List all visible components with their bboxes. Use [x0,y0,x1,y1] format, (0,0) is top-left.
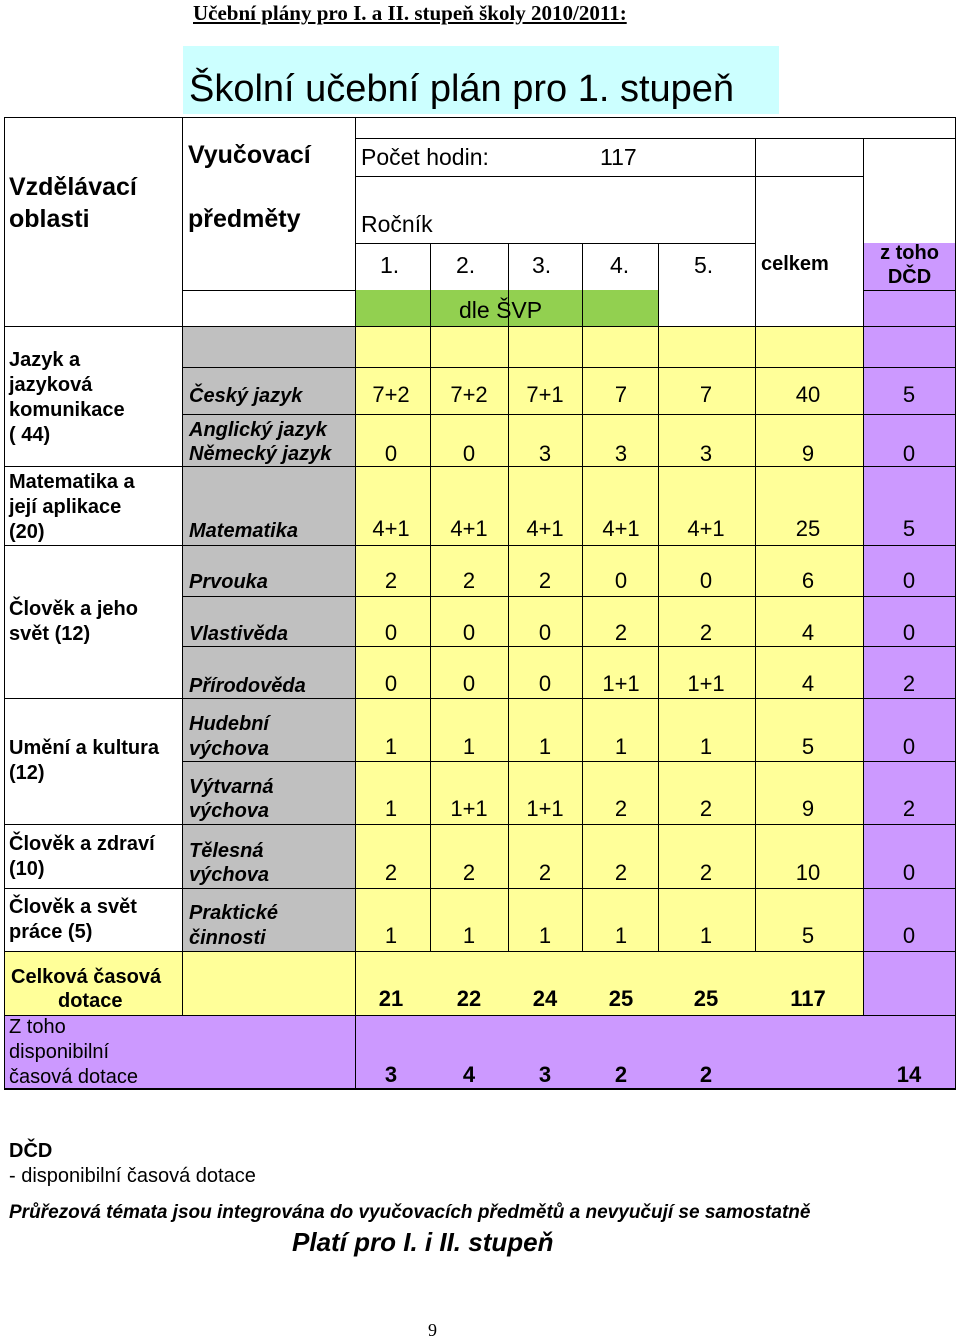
table-cell: 0 [902,441,916,466]
table-cell: 0 [462,671,476,696]
subject-col-header-line1: Vyučovací [188,141,311,169]
note-themes: Průřezová témata jsou integrována do vyučovacích předmětů a nevyučují se samostatně [9,1202,811,1223]
table-cell: 25 [795,516,821,541]
table-cell: 1+1 [602,671,640,696]
subject-col-header-line2: předměty [188,205,301,233]
table-cell: 5 [801,734,815,759]
table-cell: 2 [902,796,916,821]
dcd-col-header-line1: z toho [880,242,939,264]
table-cell: 1 [384,923,398,948]
table-cell: 3 [614,441,628,466]
table-cell: 1 [462,923,476,948]
table-cell: 4 [801,671,815,696]
grade-label: Ročník [361,211,433,237]
note-valid: Platí pro I. i II. stupeň [292,1227,554,1257]
table-cell: 0 [902,568,916,593]
table-cell: 4+1 [450,516,488,541]
grade-2: 2. [456,252,476,278]
table-cell: 0 [902,620,916,645]
table-cell: 4+1 [602,516,640,541]
page-heading: Učební plány pro I. a II. stupeň školy 2010/2011: [193,1,627,25]
table-cell: 7 [699,382,713,407]
subject-name: Tělesná [189,840,264,862]
table-cell: 1 [699,734,713,759]
table-cell: 0 [538,620,552,645]
subject-name: Vlastivěda [189,623,288,645]
table-cell: 1 [614,734,628,759]
subject-name: Anglický jazyk [189,419,327,441]
subject-name: Výtvarná [189,776,274,798]
subject-name: Hudební [189,713,269,735]
table-cell: 1 [699,923,713,948]
subject-name: Německý jazyk [189,443,332,465]
table-cell: 7+2 [372,382,410,407]
total-cell: 22 [456,986,482,1011]
hours-value: 117 [600,144,637,170]
plan-title: Školní učební plán pro 1. stupeň [189,68,735,110]
total-cell: 25 [608,986,634,1011]
table-cell: 2 [614,860,628,885]
grade-5: 5. [694,252,714,278]
table-cell: 0 [462,441,476,466]
table-cell: 7+2 [450,382,488,407]
table-cell: 4+1 [687,516,725,541]
subject-name: Praktické [189,902,278,924]
table-cell: 2 [699,796,713,821]
table-cell: 7 [614,382,628,407]
table-cell: 2 [462,860,476,885]
total-cell: 25 [693,986,719,1011]
subject-name: výchova [189,800,270,822]
table-cell: 0 [902,860,916,885]
disposable-cell: 3 [384,1062,398,1087]
table-cell: 10 [795,860,821,885]
table-cell: 2 [462,568,476,593]
grade-1: 1. [380,252,400,278]
table-cell: 0 [614,568,628,593]
table-cell: 2 [699,860,713,885]
table-cell: 4+1 [526,516,564,541]
table-cell: 5 [902,382,916,407]
disposable-cell: 2 [614,1062,628,1087]
table-cell: 0 [384,620,398,645]
table-cell: 2 [538,568,552,593]
table-cell: 3 [538,441,552,466]
grade-3: 3. [532,252,552,278]
subject-name: Přírodověda [189,675,306,697]
disposable-cell: 2 [699,1062,713,1087]
table-cell: 1+1 [687,671,725,696]
subject-name: výchova [189,738,270,760]
total-cell: 24 [532,986,558,1011]
table-cell: 4+1 [372,516,410,541]
disposable-cell: 14 [896,1062,922,1087]
hours-label: Počet hodin: [361,144,489,170]
table-cell: 0 [462,620,476,645]
table-cell: 6 [801,568,815,593]
table-cell: 7+1 [526,382,564,407]
table-cell: 2 [614,796,628,821]
table-cell: 1 [538,923,552,948]
note-abbr-desc: - disponibilní časová dotace [9,1165,256,1187]
disposable-cell: 4 [462,1062,476,1087]
area-col-header-line1: Vzdělávací [9,173,137,201]
subject-name: činnosti [189,927,266,949]
svp-label: dle ŠVP [459,297,543,323]
table-cell: 5 [902,516,916,541]
table-cell: 2 [384,568,398,593]
table-cell: 2 [384,860,398,885]
subject-name: Český jazyk [189,385,303,407]
total-col-header: celkem [761,253,829,275]
table-cell: 1+1 [450,796,488,821]
page-number: 9 [428,1320,437,1340]
table-cell: 1 [538,734,552,759]
table-cell: 4 [801,620,815,645]
table-cell: 0 [538,671,552,696]
table-cell: 0 [902,734,916,759]
table-cell: 1 [384,734,398,759]
area-col-header-line2: oblasti [9,205,90,233]
table-cell: 9 [801,441,815,466]
table-cell: 1 [614,923,628,948]
disposable-cell: 3 [538,1062,552,1087]
table-cell: 40 [795,382,821,407]
table-cell: 1 [462,734,476,759]
total-cell: 21 [378,986,404,1011]
table-cell: 1 [384,796,398,821]
table-cell: 0 [384,441,398,466]
grade-4: 4. [610,252,630,278]
table-cell: 3 [699,441,713,466]
total-cell: 117 [790,986,826,1011]
table-cell: 0 [384,671,398,696]
table-cell: 0 [902,923,916,948]
table-cell: 2 [538,860,552,885]
table-cell: 5 [801,923,815,948]
table-cell: 2 [902,671,916,696]
note-abbr: DČD [9,1140,53,1162]
table-cell: 2 [614,620,628,645]
table-cell: 2 [699,620,713,645]
table-cell: 9 [801,796,815,821]
subject-name: Prvouka [189,571,268,593]
table-cell: 1+1 [526,796,564,821]
subject-name: výchova [189,864,270,886]
subject-name: Matematika [189,520,298,542]
dcd-col-header-line2: DČD [887,266,932,288]
table-cell: 0 [699,568,713,593]
